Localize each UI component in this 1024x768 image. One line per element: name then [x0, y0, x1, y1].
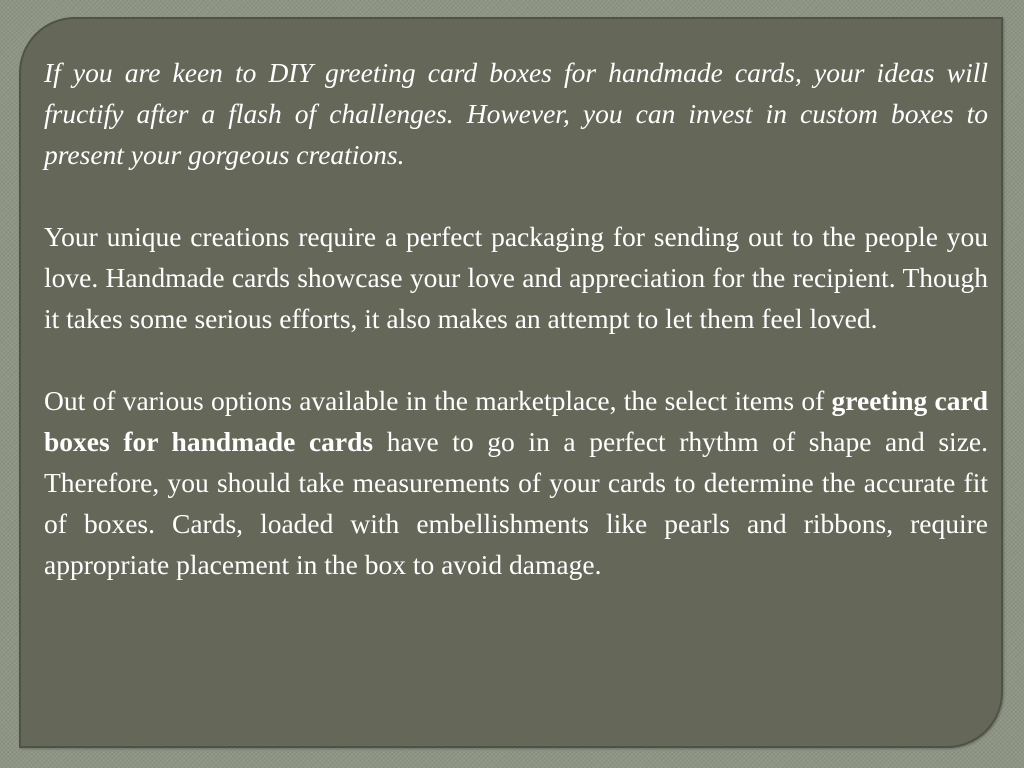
options-text-end: have to go in a perfect rhythm of shape and size. Therefore, you should take measurements of your cards to determine the accurate fit of boxes. Cards, loaded with embellishments like pearls and ribbons, require appropriate placement in the box to avoid damage. [44, 426, 988, 580]
options-text-start: Out of various options available in the marketplace, the select items of [44, 385, 832, 416]
keyword-highlight: greeting card boxes for handmade cards [44, 385, 988, 457]
body-paragraph-options [44, 380, 988, 585]
body-paragraph-creations: Your unique creations require a perfect packaging for sending out to the people you love. Handmade cards showcase your love and appreciation for the recipient. Though it takes some serious efforts, it also makes an attempt to let them feel loved. [44, 221, 988, 334]
intro-paragraph: If you are keen to DIY greeting card boxes for handmade cards, your ideas will fructify after a flash of challenges. However, you can invest in custom boxes to present your gorgeous creations. [44, 57, 988, 170]
slide-body [44, 52, 988, 626]
